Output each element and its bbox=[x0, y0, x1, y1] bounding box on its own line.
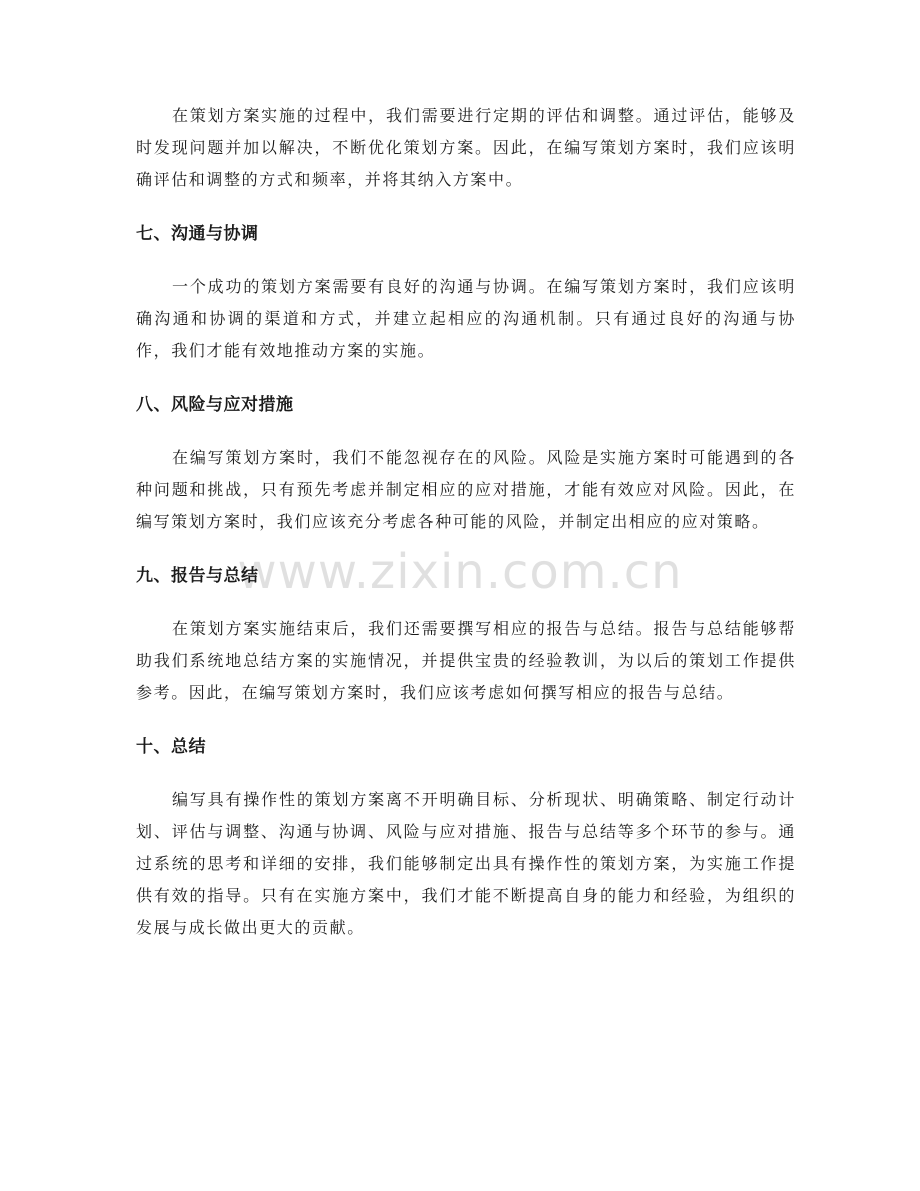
section-heading-risk: 八、风险与应对措施 bbox=[136, 395, 294, 415]
document-body bbox=[136, 100, 796, 944]
intro-paragraph: 在策划方案实施的过程中，我们需要进行定期的评估和调整。通过评估，能够及时发现问题并加以解决，不断优化策划方案。因此，在编写策划方案时，我们应该明确评估和调整的方式和频率，并将其纳入方案中。 bbox=[136, 106, 796, 189]
section-heading-report: 九、报告与总结 bbox=[136, 566, 259, 586]
watermark-text: www.zixin.com.cn bbox=[237, 544, 683, 600]
section-heading-communication: 七、沟通与协调 bbox=[136, 224, 259, 244]
section-paragraph-summary: 编写具有操作性的策划方案离不开明确目标、分析现状、明确策略、制定行动计划、评估与调整、沟通与协调、风险与应对措施、报告与总结等多个环节的参与。通过系统的思考和详细的安排，我们能够制定出具有操作性的策划方案，为实施工作提供有效的指导。只有在实施方案中，我们才能不断提高自身的能力和经验，为组织的发展与成长做出更大的贡献。 bbox=[136, 790, 796, 937]
section-paragraph-risk: 在编写策划方案时，我们不能忽视存在的风险。风险是实施方案时可能遇到的各种问题和挑战，只有预先考虑并制定相应的应对措施，才能有效应对风险。因此，在编写策划方案时，我们应该充分考虑各种可能的风险，并制定出相应的应对策略。 bbox=[136, 448, 796, 531]
section-paragraph-report: 在策划方案实施结束后，我们还需要撰写相应的报告与总结。报告与总结能够帮助我们系统地总结方案的实施情况，并提供宝贵的经验教训，为以后的策划工作提供参考。因此，在编写策划方案时，我们应该考虑如何撰写相应的报告与总结。 bbox=[136, 619, 796, 702]
section-paragraph-communication: 一个成功的策划方案需要有良好的沟通与协调。在编写策划方案时，我们应该明确沟通和协调的渠道和方式，并建立起相应的沟通机制。只有通过良好的沟通与协作，我们才能有效地推动方案的实施。 bbox=[136, 277, 796, 360]
section-heading-summary: 十、总结 bbox=[136, 737, 206, 757]
